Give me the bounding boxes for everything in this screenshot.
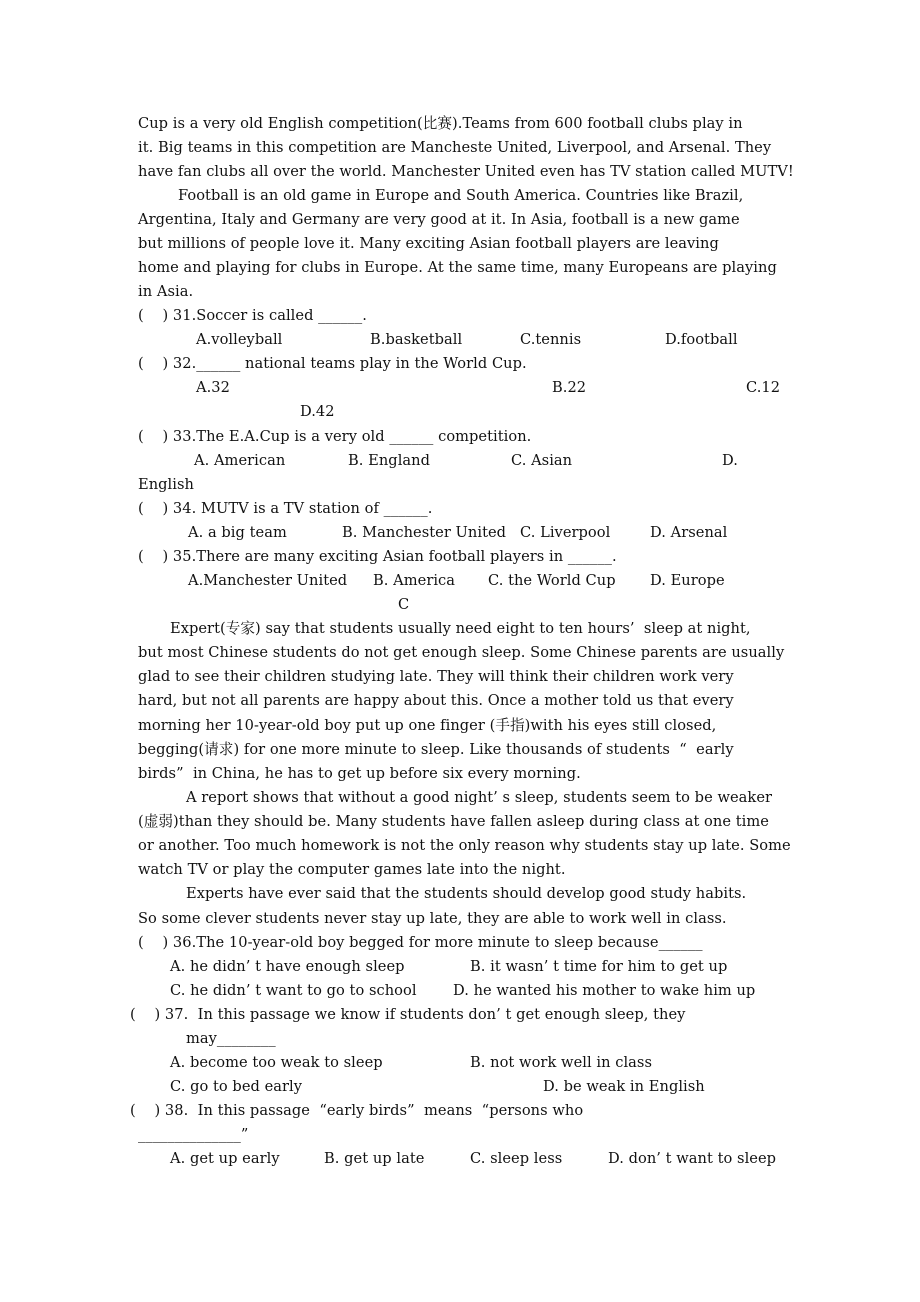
answer-option: A.32 bbox=[196, 379, 230, 396]
passage-c-line: glad to see their children studying late. They will think their children work very bbox=[138, 668, 734, 685]
answer-option: A.volleyball bbox=[196, 331, 283, 348]
answer-option: C. Liverpool bbox=[520, 524, 611, 541]
passage-c-line: So some clever students never stay up late, they are able to work well in class. bbox=[138, 910, 727, 927]
answer-option: English bbox=[138, 476, 194, 493]
answer-option: D. bbox=[722, 452, 738, 469]
question-stem: ( ) 36.The 10-year-old boy begged for more minute to sleep because______ bbox=[138, 934, 703, 951]
answer-option: B.basketball bbox=[370, 331, 463, 348]
passage-c-line: or another. Too much homework is not the only reason why students stay up late. Some bbox=[138, 837, 791, 854]
question-stem-continued: may________ bbox=[186, 1030, 276, 1047]
passage-c-line: Experts have ever said that the students should develop good study habits. bbox=[186, 885, 747, 902]
passage-b-line: Cup is a very old English competition(比赛).Teams from 600 football clubs play in bbox=[138, 115, 743, 132]
answer-option: B. get up late bbox=[324, 1150, 425, 1167]
answer-option: A. he didn’ t have enough sleep bbox=[170, 958, 405, 975]
passage-c-line: watch TV or play the computer games late into the night. bbox=[138, 861, 566, 878]
answer-option: B. not work well in class bbox=[470, 1054, 653, 1071]
passage-c-line: but most Chinese students do not get enough sleep. Some Chinese parents are usually bbox=[138, 644, 785, 661]
answer-option: D. he wanted his mother to wake him up bbox=[453, 982, 756, 999]
answer-option: C. go to bed early bbox=[170, 1078, 303, 1095]
question-stem: ( ) 38. In this passage “early birds” means “persons who bbox=[130, 1102, 584, 1119]
answer-option: D. be weak in English bbox=[543, 1078, 705, 1095]
question-stem: ( ) 35.There are many exciting Asian football players in ______. bbox=[138, 548, 617, 565]
answer-option: B. it wasn’ t time for him to get up bbox=[470, 958, 728, 975]
passage-b-line: but millions of people love it. Many exciting Asian football players are leaving bbox=[138, 235, 719, 252]
answer-option: D.42 bbox=[300, 403, 335, 420]
passage-c-line: morning her 10-year-old boy put up one finger (手指)with his eyes still closed, bbox=[138, 717, 717, 734]
answer-option: D. Arsenal bbox=[650, 524, 728, 541]
answer-option: C.12 bbox=[746, 379, 781, 396]
question-stem: ( ) 37. In this passage we know if students don’ t get enough sleep, they bbox=[130, 1006, 686, 1023]
answer-option: C. Asian bbox=[511, 452, 573, 469]
passage-c-line: birds” in China, he has to get up before six every morning. bbox=[138, 765, 581, 782]
section-label: C bbox=[398, 596, 410, 613]
answer-option: B. America bbox=[373, 572, 456, 589]
answer-option: B. Manchester United bbox=[342, 524, 507, 541]
passage-c-line: (虚弱)than they should be. Many students have fallen asleep during class at one time bbox=[138, 813, 769, 830]
question-stem: ( ) 31.Soccer is called ______. bbox=[138, 307, 367, 324]
passage-b-line: Argentina, Italy and Germany are very good at it. In Asia, football is a new game bbox=[138, 211, 740, 228]
answer-option: B.22 bbox=[552, 379, 587, 396]
answer-option: C. sleep less bbox=[470, 1150, 563, 1167]
passage-b-line: in Asia. bbox=[138, 283, 194, 300]
passage-b-line: have fan clubs all over the world. Manchester United even has TV station called MUTV! bbox=[138, 163, 794, 180]
question-stem-continued: ______________” bbox=[138, 1126, 249, 1143]
answer-option: C. he didn’ t want to go to school bbox=[170, 982, 417, 999]
passage-c-line: hard, but not all parents are happy about this. Once a mother told us that every bbox=[138, 692, 734, 709]
answer-option: C. the World Cup bbox=[488, 572, 616, 589]
answer-option: D. don’ t want to sleep bbox=[608, 1150, 777, 1167]
passage-c-line: A report shows that without a good night’ s sleep, students seem to be weaker bbox=[186, 789, 773, 806]
answer-option: B. England bbox=[348, 452, 431, 469]
answer-option: A. become too weak to sleep bbox=[170, 1054, 383, 1071]
passage-b-line: it. Big teams in this competition are Mancheste United, Liverpool, and Arsenal. They bbox=[138, 139, 772, 156]
passage-c-line: begging(请求) for one more minute to sleep. Like thousands of students “ early bbox=[138, 741, 734, 758]
answer-option: A. get up early bbox=[170, 1150, 280, 1167]
passage-b-line: home and playing for clubs in Europe. At the same time, many Europeans are playing bbox=[138, 259, 777, 276]
question-stem: ( ) 34. MUTV is a TV station of ______. bbox=[138, 500, 433, 517]
answer-option: A. a big team bbox=[188, 524, 287, 541]
answer-option: C.tennis bbox=[520, 331, 582, 348]
answer-option: A. American bbox=[194, 452, 286, 469]
passage-b-line: Football is an old game in Europe and South America. Countries like Brazil, bbox=[178, 187, 744, 204]
passage-c-line: Expert(专家) say that students usually need eight to ten hours’ sleep at night, bbox=[170, 620, 751, 637]
answer-option: A.Manchester United bbox=[188, 572, 348, 589]
question-stem: ( ) 33.The E.A.Cup is a very old ______ competition. bbox=[138, 428, 532, 445]
question-stem: ( ) 32.______ national teams play in the World Cup. bbox=[138, 355, 527, 372]
answer-option: D.football bbox=[665, 331, 738, 348]
answer-option: D. Europe bbox=[650, 572, 725, 589]
